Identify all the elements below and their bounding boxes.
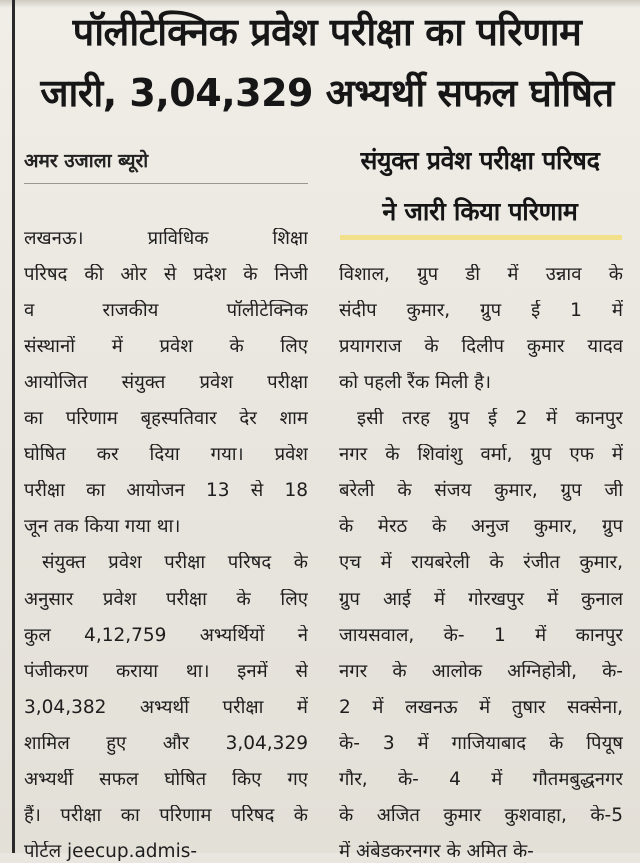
left-column-line: कुल 4,12,759 अभ्यर्थियों ने xyxy=(24,625,308,646)
left-column-line: का परिणाम बृहस्पतिवार देर शाम xyxy=(24,408,308,429)
subheadline-line-1: संयुक्त प्रवेश परीक्षा परिषद xyxy=(360,146,600,175)
top-edge-shadow xyxy=(0,0,640,8)
subheadline-line-2: ने जारी किया परिणाम xyxy=(382,197,578,226)
headline-line-1: पॉलीटेक्निक प्रवेश परीक्षा का परिणाम xyxy=(72,10,582,54)
left-column-line: घोषित कर दिया गया। प्रवेश xyxy=(24,444,308,465)
right-column-line: एच में रायबरेली के रंजीत कुमार, xyxy=(339,552,623,573)
left-column-line: अनुसार प्रवेश परीक्षा के लिए xyxy=(24,589,308,610)
right-column-line: नगर के शिवांशु वर्मा, ग्रुप एफ में xyxy=(339,444,623,465)
left-column-line: हैं। परीक्षा का परिणाम परिषद के xyxy=(24,805,308,826)
right-column-line: नगर के आलोक अग्निहोत्री, के- xyxy=(339,661,623,682)
left-column-line: अभ्यर्थी सफल घोषित किए गए xyxy=(24,769,308,790)
right-column-line: में अंबेडकरनगर के अमित के- xyxy=(339,841,534,862)
headline-line-2: जारी, 3,04,329 अभ्यर्थी सफल घोषित xyxy=(40,71,614,115)
byline: अमर उजाला ब्यूरो xyxy=(24,150,149,172)
right-column-line: के अजित कुमार कुशवाहा, के-5 xyxy=(339,805,623,826)
right-column-line: प्रयागराज के दिलीप कुमार यादव xyxy=(339,336,623,357)
right-column-line: को पहली रैंक मिली है। xyxy=(339,372,491,393)
right-column-line: 2 में लखनऊ में तुषार सक्सेना, xyxy=(339,697,623,718)
right-column-line: विशाल, ग्रुप डी में उन्नाव के xyxy=(339,264,623,285)
left-column-line: व राजकीय पॉलीटेक्निक xyxy=(24,300,308,321)
left-column-line: परिषद की ओर से प्रदेश के निजी xyxy=(24,264,308,285)
left-column-line: आयोजित संयुक्त प्रवेश परीक्षा xyxy=(24,372,308,393)
left-column-line: पंजीकरण कराया था। इनमें से xyxy=(24,661,308,682)
right-column-line: के- 3 में गाजियाबाद के पियूष xyxy=(339,733,623,754)
left-column-line: परीक्षा का आयोजन 13 से 18 xyxy=(24,480,308,501)
left-column-line: संयुक्त प्रवेश परीक्षा परिषद के xyxy=(42,552,308,573)
left-column-line: संस्थानों में प्रवेश के लिए xyxy=(24,336,308,357)
left-column-line: 3,04,382 अभ्यर्थी परीक्षा में xyxy=(24,697,308,718)
right-column-line: बरेली के संजय कुमार, ग्रुप जी xyxy=(339,480,623,501)
left-column-line: लखनऊ। प्राविधिक शिक्षा xyxy=(24,228,308,249)
byline-divider xyxy=(24,183,308,184)
subheadline-underline xyxy=(340,235,622,240)
right-column-line: संदीप कुमार, ग्रुप ई 1 में xyxy=(339,300,623,321)
left-column-line: जून तक किया गया था। xyxy=(24,516,181,537)
right-column-line: ग्रुप आई में गोरखपुर में कुनाल xyxy=(339,589,623,610)
column-rule-left xyxy=(12,0,15,853)
left-column-line: शामिल हुए और 3,04,329 xyxy=(24,733,308,754)
left-column-line: पोर्टल jeecup.admis- xyxy=(24,841,198,862)
right-column-line: जायसवाल, के- 1 में कानपुर xyxy=(339,625,623,646)
right-column-line: गौर, के- 4 में गौतमबुद्धनगर xyxy=(339,769,623,790)
right-column-line: के मेरठ के अनुज कुमार, ग्रुप xyxy=(339,516,623,537)
right-column-line: इसी तरह ग्रुप ई 2 में कानपुर xyxy=(357,408,623,429)
